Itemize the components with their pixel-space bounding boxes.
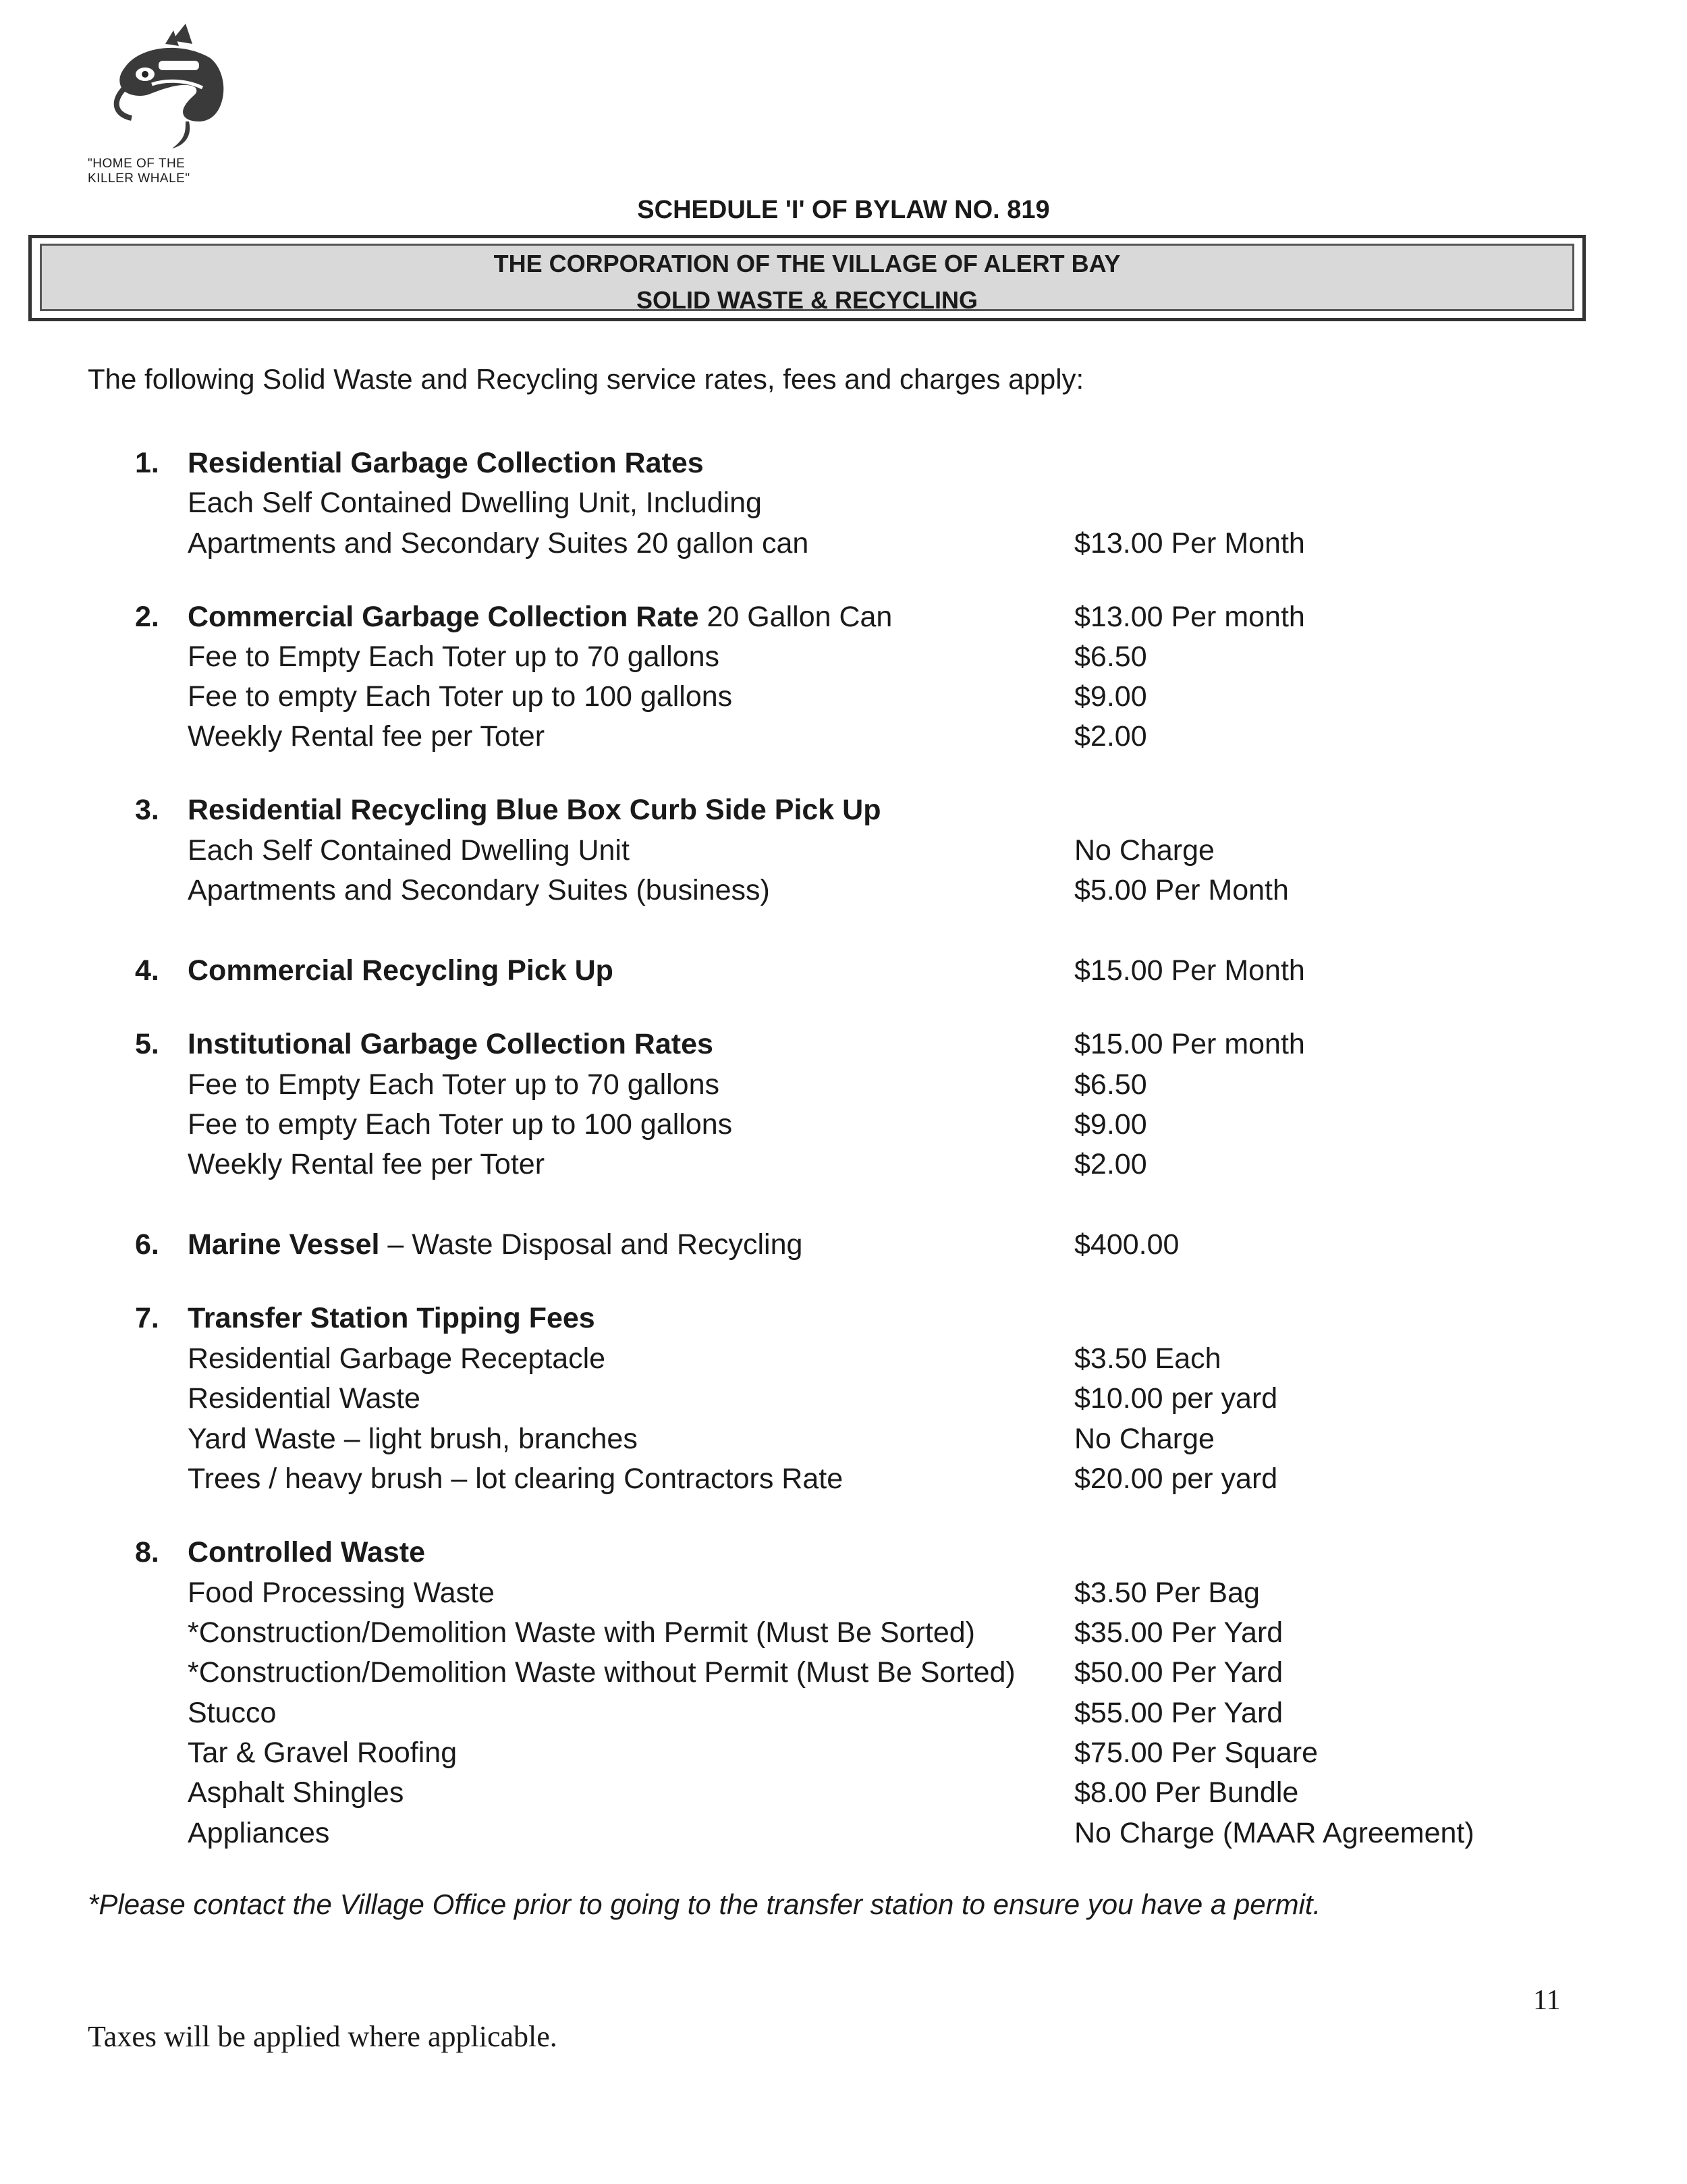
killer-whale-logo bbox=[84, 20, 236, 155]
fee-description: Appliances bbox=[188, 1817, 330, 1849]
fee-row bbox=[0, 1066, 1687, 1103]
section-title: Controlled Waste bbox=[188, 1536, 425, 1568]
section-6-title-row bbox=[0, 1226, 1687, 1263]
fee-rate: $75.00 Per Square bbox=[1074, 1737, 1318, 1769]
title-banner bbox=[28, 235, 1586, 321]
section-number: 5. bbox=[135, 1028, 159, 1060]
section-3-title-row bbox=[0, 791, 1687, 829]
section-title-suffix: – Waste Disposal and Recycling bbox=[379, 1228, 803, 1261]
fee-row bbox=[0, 1654, 1687, 1691]
section-number: 7. bbox=[135, 1302, 159, 1334]
fee-rate: $3.50 Per Bag bbox=[1074, 1577, 1260, 1609]
fee-row bbox=[0, 871, 1687, 909]
fee-description: Fee to Empty Each Toter up to 70 gallons bbox=[188, 640, 720, 673]
section-number: 1. bbox=[135, 447, 159, 479]
section-title: Residential Recycling Blue Box Curb Side Pick Up bbox=[188, 794, 881, 826]
fee-description: Food Processing Waste bbox=[188, 1577, 495, 1609]
section-number: 4. bbox=[135, 954, 159, 987]
section-number: 8. bbox=[135, 1536, 159, 1568]
fee-row bbox=[0, 717, 1687, 755]
fee-rate: $3.50 Each bbox=[1074, 1342, 1221, 1375]
fee-rate: $35.00 Per Yard bbox=[1074, 1616, 1283, 1649]
fee-description: Apartments and Secondary Suites 20 gallon can bbox=[188, 527, 809, 559]
fee-row bbox=[0, 484, 1687, 522]
fee-rate: $2.00 bbox=[1074, 720, 1147, 753]
fee-row bbox=[0, 1420, 1687, 1458]
fee-rate: $9.00 bbox=[1074, 680, 1147, 713]
fee-row bbox=[0, 831, 1687, 869]
fee-rate: $2.00 bbox=[1074, 1148, 1147, 1180]
fee-description: Fee to Empty Each Toter up to 70 gallons bbox=[188, 1068, 720, 1101]
section-number: 6. bbox=[135, 1228, 159, 1261]
logo-tagline-line2: KILLER WHALE" bbox=[88, 171, 190, 186]
schedule-heading: SCHEDULE 'I' OF BYLAW NO. 819 bbox=[637, 196, 1050, 224]
fee-description: Each Self Contained Dwelling Unit bbox=[188, 834, 630, 867]
fee-row bbox=[0, 1694, 1687, 1732]
fee-row bbox=[0, 638, 1687, 676]
fee-rate: $15.00 Per Month bbox=[1074, 954, 1305, 987]
fee-rate: $13.00 Per month bbox=[1074, 601, 1305, 633]
section-8-title-row bbox=[0, 1533, 1687, 1571]
section-title-suffix: 20 Gallon Can bbox=[698, 601, 893, 633]
fee-description: Residential Waste bbox=[188, 1382, 420, 1415]
fee-row bbox=[0, 524, 1687, 562]
fee-row bbox=[0, 1734, 1687, 1772]
fee-description: *Construction/Demolition Waste with Permit (Must Be Sorted) bbox=[188, 1616, 975, 1649]
fee-row bbox=[0, 1145, 1687, 1183]
fee-description: Stucco bbox=[188, 1697, 277, 1729]
fee-row bbox=[0, 1105, 1687, 1143]
fee-description: Trees / heavy brush – lot clearing Contractors Rate bbox=[188, 1463, 844, 1495]
section-5-title-row bbox=[0, 1025, 1687, 1063]
section-2-title-row bbox=[0, 598, 1687, 636]
fee-description: Tar & Gravel Roofing bbox=[188, 1737, 458, 1769]
section-title: Commercial Garbage Collection Rate bbox=[188, 601, 699, 633]
fee-rate: $50.00 Per Yard bbox=[1074, 1656, 1283, 1689]
killer-whale-icon bbox=[84, 20, 236, 155]
fee-description: Each Self Contained Dwelling Unit, Including bbox=[188, 487, 762, 519]
section-title: Transfer Station Tipping Fees bbox=[188, 1302, 595, 1334]
fee-description: Apartments and Secondary Suites (business) bbox=[188, 874, 770, 906]
fee-description: Fee to empty Each Toter up to 100 gallons bbox=[188, 680, 733, 713]
fee-rate: No Charge bbox=[1074, 834, 1215, 867]
section-title: Commercial Recycling Pick Up bbox=[188, 954, 613, 987]
fee-description: Asphalt Shingles bbox=[188, 1776, 404, 1809]
taxes-note: Taxes will be applied where applicable. bbox=[88, 2020, 557, 2053]
section-title: Residential Garbage Collection Rates bbox=[188, 447, 704, 479]
fee-rate: $400.00 bbox=[1074, 1228, 1180, 1261]
logo-tagline-line1: "HOME OF THE bbox=[88, 157, 186, 171]
page-number: 11 bbox=[1533, 1985, 1561, 2016]
section-number: 2. bbox=[135, 601, 159, 633]
section-number: 3. bbox=[135, 794, 159, 826]
fee-rate: $20.00 per yard bbox=[1074, 1463, 1278, 1495]
section-title: Marine Vessel bbox=[188, 1228, 380, 1261]
fee-rate: $8.00 Per Bundle bbox=[1074, 1776, 1299, 1809]
fee-row bbox=[0, 1340, 1687, 1377]
fee-rate: No Charge (MAAR Agreement) bbox=[1074, 1817, 1474, 1849]
fee-row bbox=[0, 678, 1687, 715]
fee-description: Weekly Rental fee per Toter bbox=[188, 1148, 545, 1180]
fee-rate: $9.00 bbox=[1074, 1108, 1147, 1141]
fee-row bbox=[0, 1460, 1687, 1498]
fee-row bbox=[0, 1614, 1687, 1651]
section-4-title-row bbox=[0, 952, 1687, 989]
fee-rate: $15.00 Per month bbox=[1074, 1028, 1305, 1060]
fee-description: *Construction/Demolition Waste without Permit (Must Be Sorted) bbox=[188, 1656, 1016, 1689]
fee-rate: $13.00 Per Month bbox=[1074, 527, 1305, 559]
fee-rate: $5.00 Per Month bbox=[1074, 874, 1289, 906]
section-1-title-row bbox=[0, 444, 1687, 482]
fee-rate: $6.50 bbox=[1074, 640, 1147, 673]
fee-row bbox=[0, 1574, 1687, 1612]
fee-rate: $55.00 Per Yard bbox=[1074, 1697, 1283, 1729]
fee-row bbox=[0, 1774, 1687, 1811]
section-title: Institutional Garbage Collection Rates bbox=[188, 1028, 713, 1060]
fee-description: Fee to empty Each Toter up to 100 gallons bbox=[188, 1108, 733, 1141]
fee-rate: $10.00 per yard bbox=[1074, 1382, 1278, 1415]
fee-row bbox=[0, 1380, 1687, 1417]
title-banner-inner bbox=[40, 244, 1574, 314]
permit-footnote: *Please contact the Village Office prior to going to the transfer station to ensure you have a permit. bbox=[88, 1888, 1321, 1920]
fee-description: Yard Waste – light brush, branches bbox=[188, 1423, 638, 1455]
fee-rate: $6.50 bbox=[1074, 1068, 1147, 1101]
fee-description: Weekly Rental fee per Toter bbox=[188, 720, 545, 753]
fee-description: Residential Garbage Receptacle bbox=[188, 1342, 606, 1375]
banner-title-line2: SOLID WASTE & RECYCLING bbox=[636, 286, 978, 314]
section-7-title-row bbox=[0, 1299, 1687, 1337]
fee-rate: No Charge bbox=[1074, 1423, 1215, 1455]
intro-text: The following Solid Waste and Recycling service rates, fees and charges apply: bbox=[88, 363, 1084, 395]
fee-row bbox=[0, 1814, 1687, 1852]
banner-title-line1: THE CORPORATION OF THE VILLAGE OF ALERT BAY bbox=[493, 250, 1121, 277]
